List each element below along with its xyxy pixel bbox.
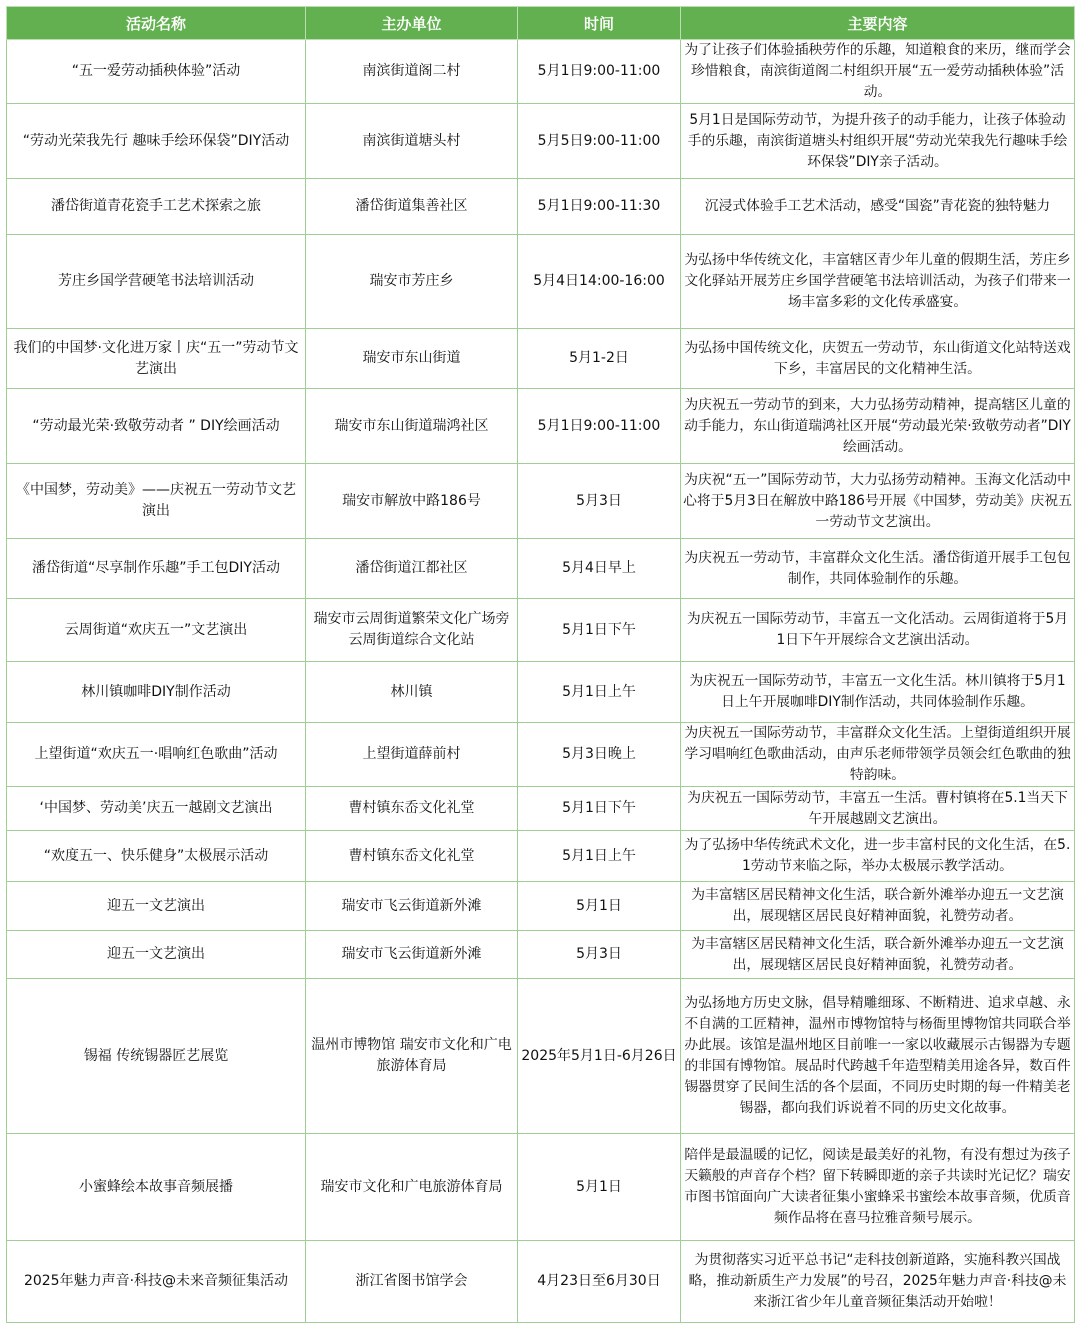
organizer-cell: 曹村镇东岙文化礼堂 xyxy=(306,787,518,831)
content-cell: 沉浸式体验手工艺术活动，感受“国瓷”青花瓷的独特魅力 xyxy=(681,179,1075,235)
activity-name-cell: 上望街道“欢庆五一·唱响红色歌曲”活动 xyxy=(7,723,306,787)
activity-name-cell: 潘岱街道“尽享制作乐趣”手工包DIY活动 xyxy=(7,539,306,599)
activity-name-cell: 芳庄乡国学营硬笔书法培训活动 xyxy=(7,235,306,329)
time-cell: 5月1-2日 xyxy=(518,329,681,389)
organizer-cell: 瑞安市飞云街道新外滩 xyxy=(306,882,518,931)
table-row xyxy=(7,1134,1075,1241)
time-cell: 5月4日早上 xyxy=(518,539,681,599)
content-cell: 为弘扬地方历史文脉，倡导精雕细琢、不断精进、追求卓越、永不自满的工匠精神，温州市博物馆特与杨衙里博物馆共同联合举办此展。该馆是温州地区目前唯一一家以收藏展示古锡器为专题的非国有博物馆。展品时代跨越千年造型精美用途各异，数百件锡器贯穿了民间生活的各个层面，不同历史时期的每一件精美老锡器，都向我们诉说着不同的历史文化故事。 xyxy=(681,979,1075,1134)
content-cell: 为弘扬中华传统文化，丰富辖区青少年儿童的假期生活，芳庄乡文化驿站开展芳庄乡国学营硬笔书法培训活动，为孩子们带来一场丰富多彩的文化传承盛宴。 xyxy=(681,235,1075,329)
time-cell: 5月1日上午 xyxy=(518,662,681,723)
table-row xyxy=(7,179,1075,235)
content-cell: 为庆祝五一国际劳动节，丰富五一生活。曹村镇将在5.1当天下午开展越剧文艺演出。 xyxy=(681,787,1075,831)
content-cell: 5月1日是国际劳动节，为提升孩子的动手能力，让孩子体验动手的乐趣，南滨街道塘头村组织开展“劳动光荣我先行趣味手绘环保袋”DIY亲子活动。 xyxy=(681,104,1075,179)
content-cell: 为丰富辖区居民精神文化生活，联合新外滩举办迎五一文艺演出，展现辖区居民良好精神面貌，礼赞劳动者。 xyxy=(681,931,1075,979)
activity-name-cell: “欢度五一、快乐健身”太极展示活动 xyxy=(7,831,306,882)
time-cell: 2025年5月1日-6月26日 xyxy=(518,979,681,1134)
activity-name-cell: “劳动最光荣·致敬劳动者 ” DIY绘画活动 xyxy=(7,389,306,464)
activity-name-cell: “劳动光荣我先行 趣味手绘环保袋”DIY活动 xyxy=(7,104,306,179)
table-row xyxy=(7,539,1075,599)
header-time: 时间 xyxy=(518,7,681,40)
time-cell: 5月1日上午 xyxy=(518,831,681,882)
content-cell: 为庆祝五一国际劳动节，丰富群众文化生活。上望街道组织开展学习唱响红色歌曲活动，由声乐老师带领学员领会红色歌曲的独特韵味。 xyxy=(681,723,1075,787)
table-row xyxy=(7,389,1075,464)
content-cell: 为庆祝五一劳动节的到来，大力弘扬劳动精神，提高辖区儿童的动手能力，东山街道瑞鸿社区开展“劳动最光荣·致敬劳动者”DIY绘画活动。 xyxy=(681,389,1075,464)
organizer-cell: 瑞安市文化和广电旅游体育局 xyxy=(306,1134,518,1241)
table-row xyxy=(7,104,1075,179)
content-cell: 陪伴是最温暖的记忆，阅读是最美好的礼物，有没有想过为孩子天籁般的声音存个档？留下转瞬即逝的亲子共读时光记忆？瑞安市图书馆面向广大读者征集小蜜蜂采书蜜绘本故事音频，优质音频作品将在喜马拉雅音频号展示。 xyxy=(681,1134,1075,1241)
table-row xyxy=(7,979,1075,1134)
organizer-cell: 曹村镇东岙文化礼堂 xyxy=(306,831,518,882)
organizer-cell: 潘岱街道江都社区 xyxy=(306,539,518,599)
content-cell: 为了弘扬中华传统武术文化，进一步丰富村民的文化生活，在5.1劳动节来临之际，举办太极展示教学活动。 xyxy=(681,831,1075,882)
activity-table xyxy=(6,6,1075,1323)
activity-name-cell: 我们的中国梦·文化进万家丨庆“五一”劳动节文艺演出 xyxy=(7,329,306,389)
table-row xyxy=(7,40,1075,104)
table-row xyxy=(7,1241,1075,1323)
content-cell: 为庆祝五一国际劳动节，丰富五一文化生活。林川镇将于5月1日上午开展咖啡DIY制作活动，共同体验制作乐趣。 xyxy=(681,662,1075,723)
table-row xyxy=(7,599,1075,662)
table-row xyxy=(7,831,1075,882)
organizer-cell: 潘岱街道集善社区 xyxy=(306,179,518,235)
organizer-cell: 林川镇 xyxy=(306,662,518,723)
time-cell: 5月1日9:00-11:00 xyxy=(518,389,681,464)
organizer-cell: 上望街道薛前村 xyxy=(306,723,518,787)
activity-name-cell: 《中国梦，劳动美》——庆祝五一劳动节文艺演出 xyxy=(7,464,306,539)
table-row xyxy=(7,235,1075,329)
activity-name-cell: 2025年魅力声音·科技@未来音频征集活动 xyxy=(7,1241,306,1323)
activity-name-cell: 迎五一文艺演出 xyxy=(7,882,306,931)
header-organizer: 主办单位 xyxy=(306,7,518,40)
table-row xyxy=(7,662,1075,723)
content-cell: 为贯彻落实习近平总书记“走科技创新道路，实施科教兴国战略，推动新质生产力发展”的号召，2025年魅力声音·科技@未来浙江省少年儿童音频征集活动开始啦！ xyxy=(681,1241,1075,1323)
content-cell: 为了让孩子们体验插秧劳作的乐趣，知道粮食的来历，继而学会珍惜粮食，南滨街道阁二村组织开展“五一爱劳动插秧体验”活动。 xyxy=(681,40,1075,104)
time-cell: 5月1日下午 xyxy=(518,599,681,662)
time-cell: 5月4日14:00-16:00 xyxy=(518,235,681,329)
time-cell: 5月1日 xyxy=(518,1134,681,1241)
organizer-cell: 南滨街道阁二村 xyxy=(306,40,518,104)
table-row xyxy=(7,329,1075,389)
content-cell: 为庆祝五一国际劳动节，丰富五一文化活动。云周街道将于5月1日下午开展综合文艺演出活动。 xyxy=(681,599,1075,662)
organizer-cell: 瑞安市东山街道瑞鸿社区 xyxy=(306,389,518,464)
activity-name-cell: 小蜜蜂绘本故事音频展播 xyxy=(7,1134,306,1241)
activity-name-cell: 迎五一文艺演出 xyxy=(7,931,306,979)
content-cell: 为弘扬中国传统文化，庆贺五一劳动节，东山街道文化站特送戏下乡，丰富居民的文化精神生活。 xyxy=(681,329,1075,389)
header-main-content: 主要内容 xyxy=(681,7,1075,40)
table-row xyxy=(7,787,1075,831)
content-cell: 为庆祝五一劳动节，丰富群众文化生活。潘岱街道开展手工包包制作，共同体验制作的乐趣。 xyxy=(681,539,1075,599)
activity-name-cell: 潘岱街道青花瓷手工艺术探索之旅 xyxy=(7,179,306,235)
organizer-cell: 浙江省图书馆学会 xyxy=(306,1241,518,1323)
table-row xyxy=(7,723,1075,787)
time-cell: 5月1日 xyxy=(518,882,681,931)
table-row xyxy=(7,931,1075,979)
activity-name-cell: ‘中国梦、劳动美’庆五一越剧文艺演出 xyxy=(7,787,306,831)
time-cell: 5月1日下午 xyxy=(518,787,681,831)
organizer-cell: 温州市博物馆 瑞安市文化和广电旅游体育局 xyxy=(306,979,518,1134)
time-cell: 5月3日 xyxy=(518,931,681,979)
table-row xyxy=(7,882,1075,931)
header-row xyxy=(7,7,1075,40)
header-activity-name: 活动名称 xyxy=(7,7,306,40)
activity-name-cell: 云周街道“欢庆五一”文艺演出 xyxy=(7,599,306,662)
organizer-cell: 南滨街道塘头村 xyxy=(306,104,518,179)
organizer-cell: 瑞安市东山街道 xyxy=(306,329,518,389)
content-cell: 为庆祝“五一”国际劳动节，大力弘扬劳动精神。玉海文化活动中心将于5月3日在解放中路186号开展《中国梦，劳动美》庆祝五一劳动节文艺演出。 xyxy=(681,464,1075,539)
content-cell: 为丰富辖区居民精神文化生活，联合新外滩举办迎五一文艺演出，展现辖区居民良好精神面貌，礼赞劳动者。 xyxy=(681,882,1075,931)
activity-name-cell: 林川镇咖啡DIY制作活动 xyxy=(7,662,306,723)
time-cell: 5月1日9:00-11:00 xyxy=(518,40,681,104)
activity-name-cell: “五一爱劳动插秧体验”活动 xyxy=(7,40,306,104)
time-cell: 5月1日9:00-11:30 xyxy=(518,179,681,235)
time-cell: 5月3日 xyxy=(518,464,681,539)
organizer-cell: 瑞安市解放中路186号 xyxy=(306,464,518,539)
time-cell: 5月5日9:00-11:00 xyxy=(518,104,681,179)
time-cell: 4月23日至6月30日 xyxy=(518,1241,681,1323)
time-cell: 5月3日晚上 xyxy=(518,723,681,787)
organizer-cell: 瑞安市芳庄乡 xyxy=(306,235,518,329)
organizer-cell: 瑞安市飞云街道新外滩 xyxy=(306,931,518,979)
organizer-cell: 瑞安市云周街道繁荣文化广场旁云周街道综合文化站 xyxy=(306,599,518,662)
activity-name-cell: 锡福 传统锡器匠艺展览 xyxy=(7,979,306,1134)
table-row xyxy=(7,464,1075,539)
